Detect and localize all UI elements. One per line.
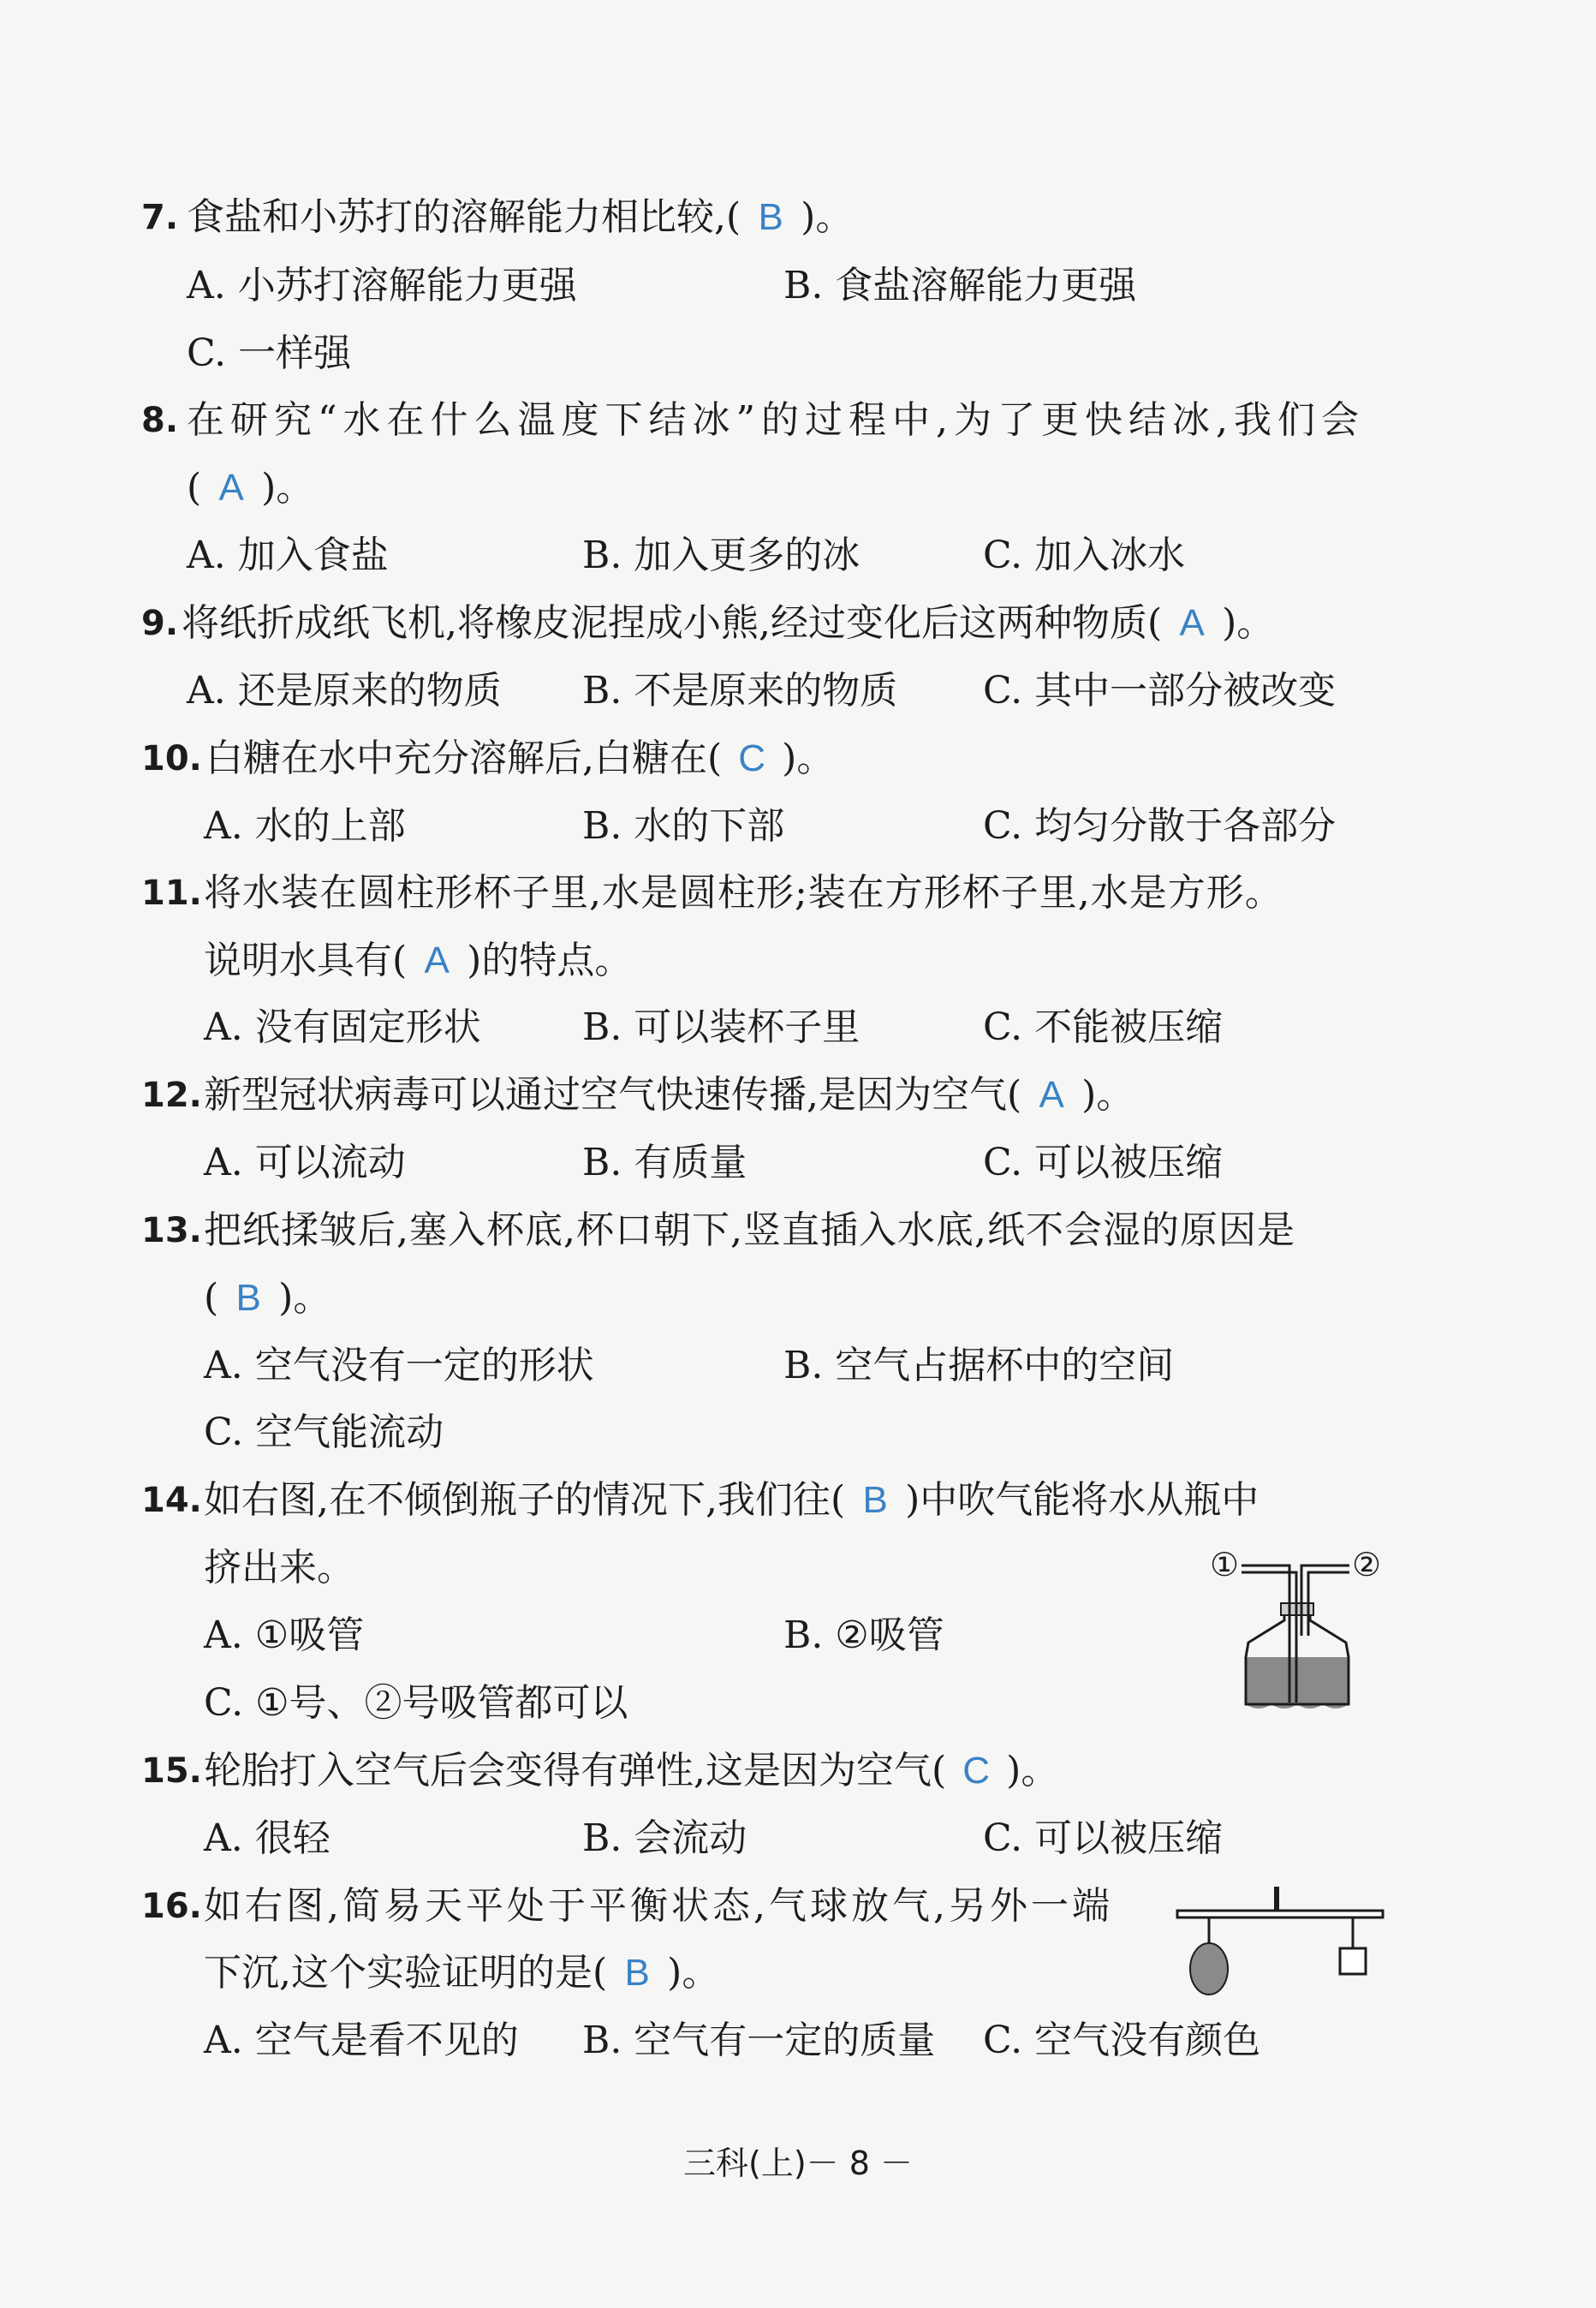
balance-beam xyxy=(1177,1911,1383,1917)
question-stem: 食盐和小苏打的溶解能力相比较,( xyxy=(187,195,741,239)
option-a: A. 很轻 xyxy=(204,1816,331,1860)
question-number: 14. xyxy=(141,1481,202,1520)
answer-mark: A xyxy=(424,939,450,981)
option-c: C. 其中一部分被改变 xyxy=(983,669,1337,713)
option-a: A. 可以流动 xyxy=(204,1141,406,1184)
option-a: A. 空气是看不见的 xyxy=(204,2019,519,2062)
answer-mark: B xyxy=(624,1952,650,1994)
option-c: C. 不能被压缩 xyxy=(983,1005,1224,1049)
option-a: A. 没有固定形状 xyxy=(204,1005,481,1049)
question-stem: 如右图,在不倾倒瓶子的情况下,我们往( xyxy=(204,1478,846,1522)
answer-mark: C xyxy=(962,1750,991,1792)
weight-block xyxy=(1340,1948,1366,1974)
option-a: A. 空气没有一定的形状 xyxy=(204,1344,594,1387)
balance-figure xyxy=(1173,1880,1387,2000)
option-b: B. 空气占据杯中的空间 xyxy=(783,1344,1175,1387)
option-c: C. 均匀分散于各部分 xyxy=(983,804,1337,848)
option-c: C. 空气没有颜色 xyxy=(983,2019,1261,2062)
question-number: 12. xyxy=(141,1076,202,1115)
question-stem: 在研究“水在什么温度下结冰”的过程中,为了更快结冰,我们会 xyxy=(187,398,1365,442)
balance-pivot xyxy=(1274,1887,1279,1912)
question-stem-end: )。 xyxy=(801,195,854,239)
question-number: 16. xyxy=(141,1887,202,1926)
question-number: 7. xyxy=(141,198,179,237)
question-stem: 白糖在水中充分溶解后,白糖在( xyxy=(205,737,723,780)
option-c: C. 可以被压缩 xyxy=(983,1816,1224,1860)
answer-mark: A xyxy=(1179,602,1205,644)
question-stem: 轮胎打入空气后会变得有弹性,这是因为空气( xyxy=(204,1749,947,1792)
question-number: 11. xyxy=(141,874,202,913)
page-footer: 三科(上)－ 8 － xyxy=(683,2144,913,2182)
option-c: C. 空气能流动 xyxy=(204,1410,444,1454)
answer-mark: A xyxy=(218,467,244,509)
option-b: B. 会流动 xyxy=(582,1816,747,1860)
figure-label-1: ① xyxy=(1209,1546,1240,1583)
question-number: 15. xyxy=(141,1751,202,1791)
option-b: B. 不是原来的物质 xyxy=(582,669,898,713)
question-stem: 如右图,简易天平处于平衡状态,气球放气,另外一端 xyxy=(204,1884,1113,1928)
option-b: B. 食盐溶解能力更强 xyxy=(783,264,1137,307)
option-b: B. 水的下部 xyxy=(582,804,785,848)
question-stem: 将纸折成纸飞机,将橡皮泥捏成小熊,经过变化后这两种物质( xyxy=(182,601,1163,645)
question-stem: 把纸揉皱后,塞入杯底,杯口朝下,竖直插入水底,纸不会湿的原因是 xyxy=(204,1208,1295,1252)
answer-mark: C xyxy=(738,737,766,779)
option-a: A. 小苏打溶解能力更强 xyxy=(187,264,577,307)
option-b: B. 空气有一定的质量 xyxy=(582,2019,936,2062)
question-number: 9. xyxy=(141,604,179,643)
answer-mark: B xyxy=(235,1277,261,1319)
option-b: B. ②吸管 xyxy=(783,1613,944,1657)
option-a: A. 还是原来的物质 xyxy=(187,669,502,713)
balloon xyxy=(1190,1943,1228,1995)
option-a: A. 加入食盐 xyxy=(187,534,389,577)
answer-mark: A xyxy=(1039,1074,1064,1116)
option-a: A. 水的上部 xyxy=(204,804,406,848)
figure-label-2: ② xyxy=(1351,1546,1382,1583)
question-number: 10. xyxy=(141,739,202,778)
question-stem: 新型冠状病毒可以通过空气快速传播,是因为空气( xyxy=(204,1073,1022,1117)
option-a: A. ①吸管 xyxy=(204,1613,365,1657)
answer-mark: B xyxy=(758,196,783,238)
bottle-straws-figure xyxy=(1199,1542,1404,1721)
question-number: 8. xyxy=(141,401,179,440)
option-b: B. 可以装杯子里 xyxy=(582,1005,861,1049)
option-c: C. 一样强 xyxy=(187,331,352,375)
option-c: C. 加入冰水 xyxy=(983,534,1186,577)
question-number: 13. xyxy=(141,1211,202,1250)
option-c: C. 可以被压缩 xyxy=(983,1141,1224,1184)
option-b: B. 加入更多的冰 xyxy=(582,534,861,577)
question-stem: 将水装在圆柱形杯子里,水是圆柱形;装在方形杯子里,水是方形。 xyxy=(204,871,1283,915)
answer-mark: B xyxy=(862,1479,888,1521)
option-b: B. 有质量 xyxy=(582,1141,747,1184)
option-c: C. ①号、②号吸管都可以 xyxy=(204,1681,628,1725)
